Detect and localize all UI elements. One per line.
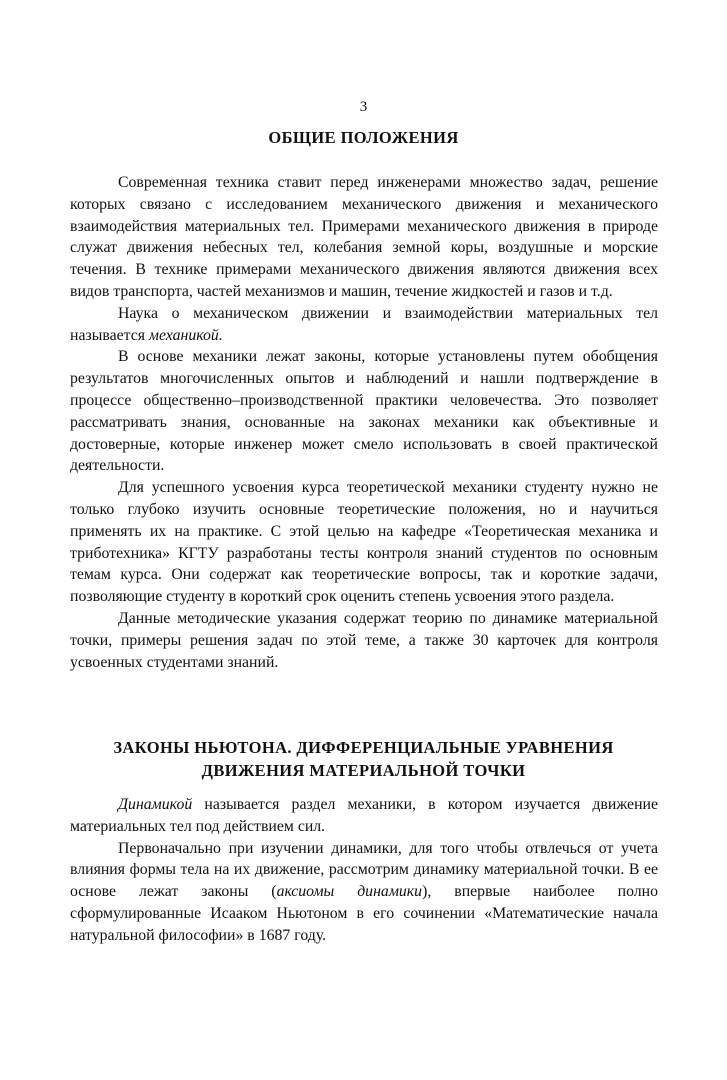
paragraph: Современная техника ставит перед инженерами множество задач, решение которых связано с исследованием механического движения и механического взаимодействия материальных тел. Примерами механического движения в природе служат движения небесных тел, колебания земной коры, воздушные и морские течения. В технике примерами механического движения являются движения всех видов транспорта, частей механизмов и машин, течение жидкостей и газов и т.д.	[70, 174, 658, 300]
section-title-line: ЗАКОНЫ НЬЮТОНА. ДИФФЕРЕНЦИАЛЬНЫЕ УРАВНЕНИЯ	[113, 738, 614, 757]
section-title-newton-laws	[0, 736, 727, 782]
paragraph: Для успешного усвоения курса теоретической механики студенту нужно не только глубоко изучить основные теоретические положения, но и научиться применять их на практике. С этой целью на кафедре «Теоретическая механика и триботехника» КГТУ разработаны тесты контроля знаний студентов по основным темам курса. Они содержат как теоретические вопросы, так и короткие задачи, позволяющие студенту в короткий срок оценить степень усвоения этого раздела.	[70, 479, 658, 606]
paragraph-text: Наука о механическом движении и взаимодействии материальных тел называется	[70, 304, 658, 344]
section-newton-body	[70, 794, 658, 947]
paragraph-text: называется раздел механики, в котором изучается движение материальных тел под действием сил.	[70, 796, 658, 835]
paragraph: В основе механики лежат законы, которые установлены путем обобщения результатов многочисленных опытов и наблюдений и нашли подтверждение в процессе общественно–производственной практики человечества. Это позволяет рассматривать знания, основанные на законах механики как объективные и достоверные, которые инженер может смело использовать в своей практической деятельности.	[70, 348, 658, 475]
paragraph	[70, 303, 658, 347]
term-axioms-dynamics: аксиомы динамики	[276, 883, 423, 901]
paragraph-text: Первоначально при изучении динамики, для того чтобы отвлечься от учета влияния формы тела на их движение, рассмотрим динамику материальной точки. В ее основе лежат законы (	[70, 839, 658, 901]
section-general-body	[70, 172, 658, 673]
section-title-general: ОБЩИЕ ПОЛОЖЕНИЯ	[268, 128, 459, 147]
paragraph	[70, 794, 658, 838]
section-title-line: ДВИЖЕНИЯ МАТЕРИАЛЬНОЙ ТОЧКИ	[201, 761, 526, 780]
paragraph: Данные методические указания содержат теорию по динамике материальной точки, примеры решения задач по этой теме, а также 30 карточек для контроля усвоенных студентами знаний.	[70, 609, 658, 671]
paragraph	[70, 838, 658, 947]
page-number: 3	[359, 99, 368, 115]
paragraph-text: ), впервые наиболее полно сформулированные Исааком Ньютоном в его сочинении «Математические начала натуральной философии» в 1687 году.	[70, 883, 659, 944]
term-mechanics: механикой.	[148, 326, 223, 344]
term-dynamics: Динамикой	[118, 796, 193, 813]
